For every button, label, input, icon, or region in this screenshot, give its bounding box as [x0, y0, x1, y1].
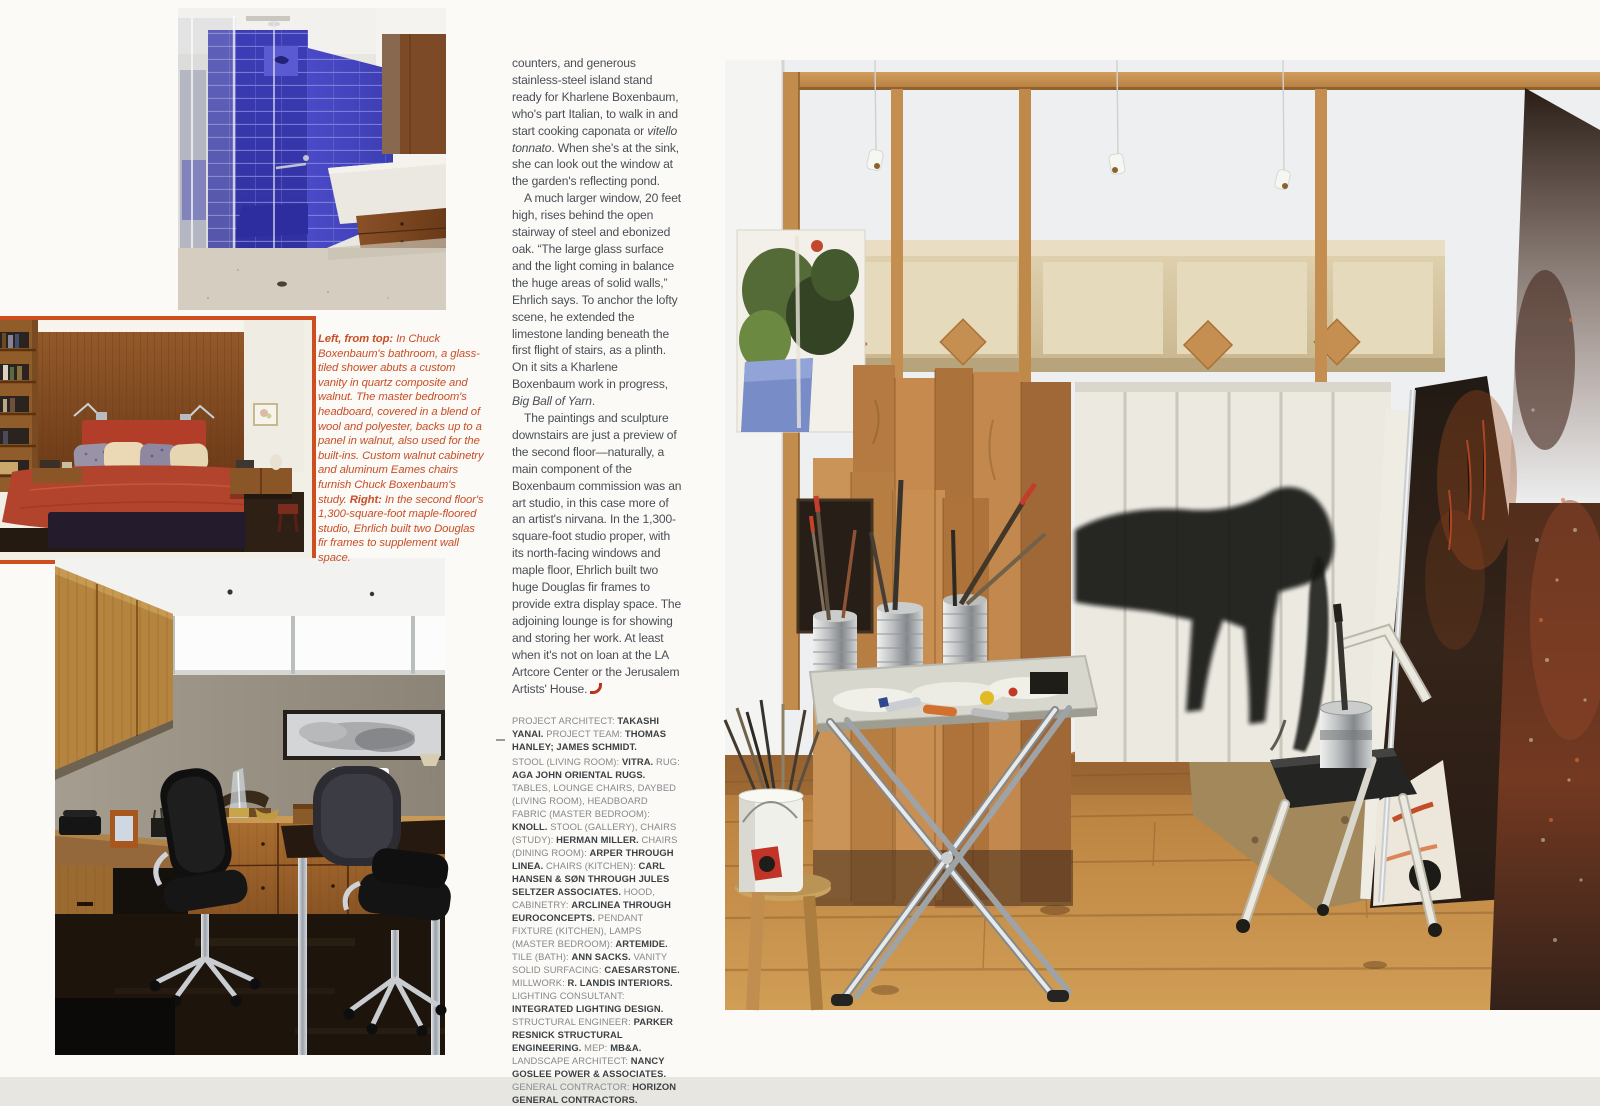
credit-value: AGA JOHN ORIENTAL RUGS. [512, 769, 646, 780]
ceramic-jug [270, 454, 282, 470]
walnut-mirror-cabinet [382, 34, 446, 154]
credit-label: CHAIRS (DINING ROOM): [512, 834, 678, 858]
credit-label: STOOL (LIVING ROOM): [512, 756, 622, 767]
credit-value: KNOLL. [512, 821, 551, 832]
credit-value: HORIZON GENERAL CONTRACTORS. [512, 1081, 677, 1105]
bedroom-photo [0, 320, 304, 552]
credit-label: MEP: [584, 1042, 611, 1053]
article-body [512, 55, 684, 697]
clerestory-windows [155, 616, 445, 675]
credit-label: VANITY SOLID SURFACING: [512, 951, 668, 975]
credit-label: PROJECT TEAM: [546, 728, 625, 739]
credit-value: CAESARSTONE. [604, 964, 680, 975]
credit-label: TILE (BATH): [512, 951, 572, 962]
credit-value: VITRA. [621, 756, 656, 767]
credit-value: MB&A. [610, 1042, 642, 1053]
article-paragraph: counters, and generous stainless-steel island stand ready for Kharlene Boxenbaum, who's part Italian, to walk in and start cooking caponata or vitello tonnato. When she's at the sink, she can look out the window at the garden's reflecting pond. [512, 56, 679, 189]
credit-value: PARKER RESNICK STRUCTURAL ENGINEERING. [512, 1016, 674, 1053]
shower-bench [234, 204, 308, 238]
credit-label: RUG: [655, 756, 680, 767]
studio-photo [725, 60, 1600, 1010]
credit-label: STOOL (GALLERY), CHAIRS (STUDY): [512, 821, 677, 845]
credit-value: NANCY GOSLEE POWER & ASSOCIATES. [512, 1055, 667, 1079]
credit-value: ARTEMIDE. [615, 938, 668, 949]
credits-sources [512, 755, 682, 1106]
credit-value: ARCLINEA THROUGH EUROCONCEPTS. [512, 899, 671, 923]
picture-frame [110, 810, 138, 848]
bench [48, 512, 246, 548]
margin-tick [496, 739, 505, 741]
stone-floor [178, 238, 446, 310]
credit-label: LIGHTING CONSULTANT: [512, 990, 625, 1001]
credit-label: HOOD, CABINETRY: [512, 886, 655, 910]
credit-value: ARPER THROUGH LINEA. [512, 847, 674, 871]
bathroom-photo [178, 8, 446, 310]
credit-label: CHAIRS (KITCHEN): [546, 860, 639, 871]
credit-label: PROJECT ARCHITECT: [512, 715, 618, 726]
framed-art [254, 404, 277, 425]
credit-value: THOMAS HANLEY; JAMES SCHMIDT. [512, 728, 667, 752]
article-end-mark [590, 683, 602, 694]
credit-label: TABLES, LOUNGE CHAIRS, DAYBED (LIVING ROOM), HEADBOARD FABRIC (MASTER BEDROOM): [512, 782, 677, 819]
credit-value: HERMAN MILLER. [556, 834, 642, 845]
horizontal-artwork [283, 710, 445, 760]
article-paragraph: The paintings and sculpture downstairs are just a preview of the second floor—naturally, a main component of the Boxenbaum commission was an art studio, in this case more of an artist's nirvana. In the 1,300-square-foot studio proper, with its north-facing windows and maple floor, Ehrlich built two huge Douglas fir frames to provide extra display space. The adjoining lounge is for showing and storing her work. At least when it's not on loan at the LA Artcore Center or the Jerusalem Artists' House. [512, 411, 682, 696]
bookshelf [0, 320, 38, 492]
credit-value: INTEGRATED LIGHTING DESIGN. [512, 1003, 664, 1014]
credit-label: GENERAL CONTRACTOR: [512, 1081, 633, 1092]
article-paragraph: A much larger window, 20 feet high, rises behind the open stairway of steel and ebonized oak. “The large glass surface and the light coming in balance the huge areas of solid walls,” Ehrlich says. To anchor the lofty scene, he extended the limestone landing beneath the first flight of stairs, as a plinth. On it sits a Kharlene Boxenbaum work in progress, Big Ball of Yarn. [512, 191, 681, 409]
telephone [59, 816, 101, 835]
photo-caption: Left, from top: In Chuck Boxenbaum's bathroom, a glass-tiled shower abuts a custom vanity in quartz composite and walnut. The master bedroom's headboard, covered in a blend of wool and polyester, backs up to a panel in walnut, also used for the built-ins. Custom walnut cabinetry and aluminum Eames chairs furnish Chuck Boxenbaum's study. Right: In the second floor's 1,300-square-foot maple-floored studio, Ehrlich built two Douglas fir frames to supplement wall space. [318, 333, 484, 564]
credit-label: PENDANT FIXTURE (KITCHEN), LAMPS (MASTER BEDROOM): [512, 912, 644, 949]
credit-value: TAKASHI YANAI. [512, 715, 660, 739]
credit-value: CARL HANSEN & SØN THROUGH JULES SELTZER ASSOCIATES. [512, 860, 670, 897]
credit-label: MILLWORK: [512, 977, 568, 988]
credit-value: ANN SACKS. [571, 951, 634, 962]
credit-value: R. LANDIS INTERIORS. [567, 977, 673, 988]
study-photo [55, 558, 445, 1055]
credits-project-team [512, 714, 682, 753]
credit-label: LANDSCAPE ARCHITECT: [512, 1055, 631, 1066]
bedroom-photo-frame [0, 316, 316, 564]
credit-label: STRUCTURAL ENGINEER: [512, 1016, 634, 1027]
white-wall [244, 320, 304, 472]
